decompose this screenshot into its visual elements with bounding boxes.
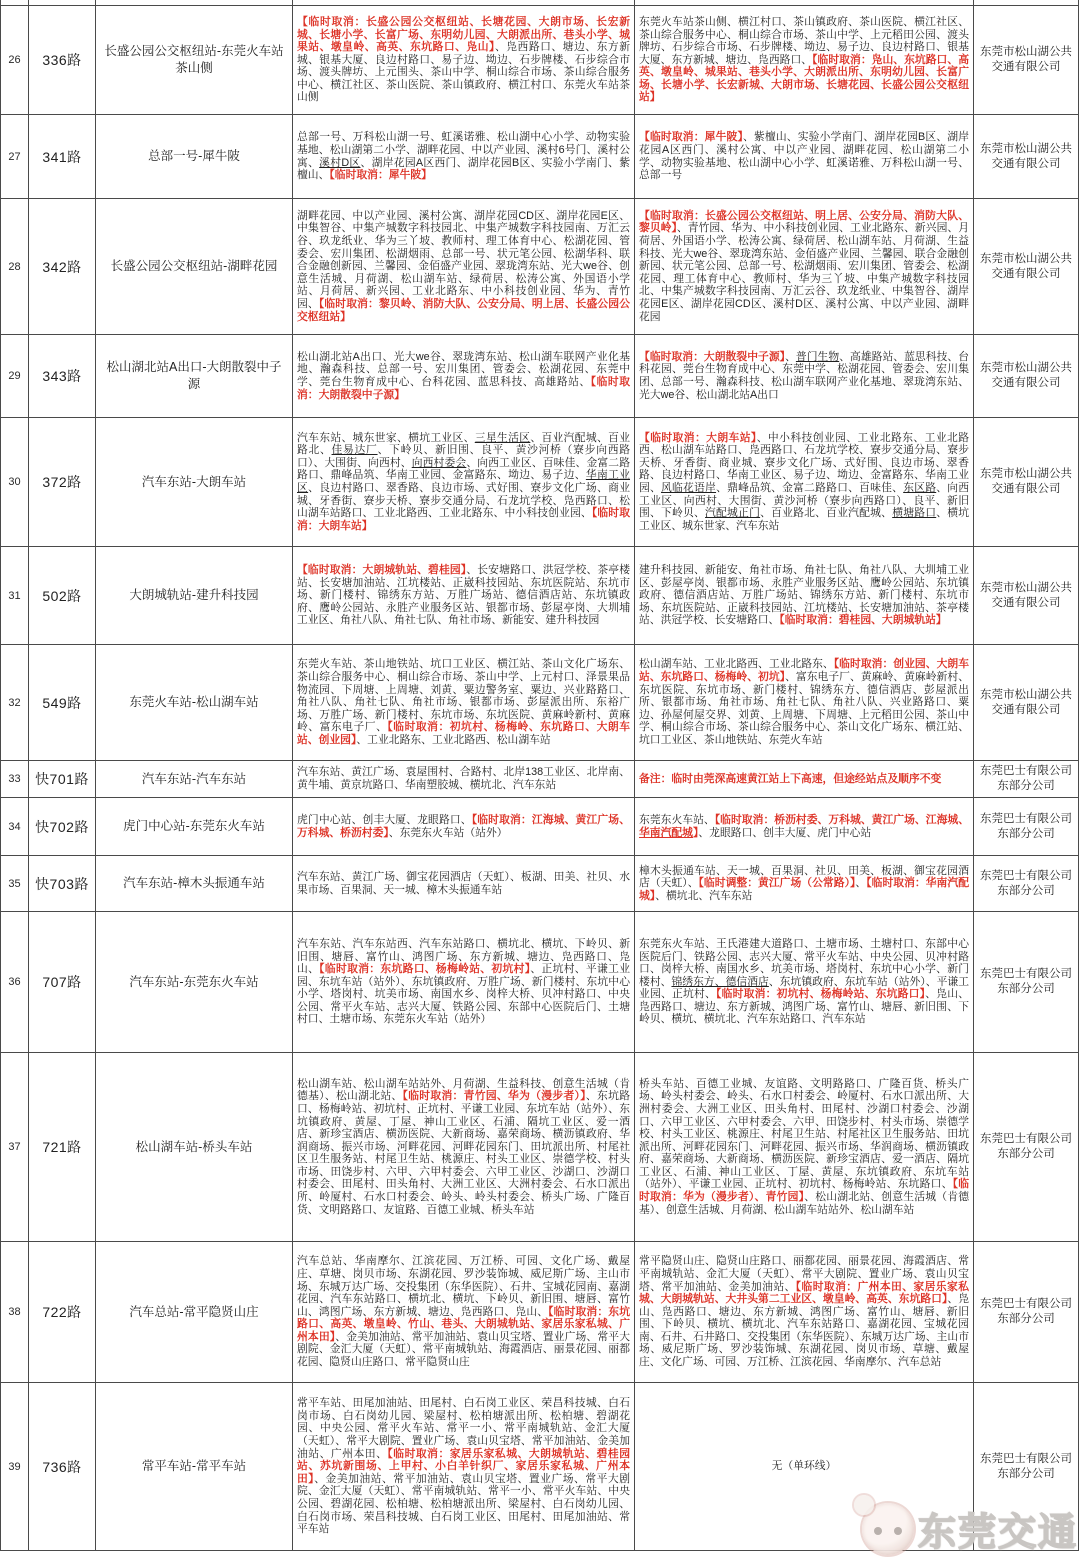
stop-list-segment: 、鼎峰品筑、金富二路路口、百味佳、 <box>716 482 904 494</box>
stop-list-segment: 汽车东站、黄江广场、御宝花园酒店（天虹）、板湖、田美、社贝、水果市场、百果洞、天一城、樟木头振通车站 <box>297 870 630 896</box>
route-stops-outbound <box>293 6 635 114</box>
stop-list-segment: 、青竹园、华为、中小科技创业园、工业北路东、新兴园、月荷居、外国语小学、松涛公寓、绿荷居、松山湖车站、月荷湖、生益科技、光大we谷、翠珑湾东站、金佰盛产业园、兰馨园、联合金融创新园、状元笔公园、总部一号、松湖烟雨、宏川集团、管委会、松湖花园、理工体育中心、教师村、华为三丫坡、中集产城数字科技园北、中集产城数字科技园南、万汇云谷、玖龙纸业、中集智谷、湖岸花园E区、湖岸花园CD区、溪村D区、溪村公寓、中以产业园、湖畔花园 <box>639 222 969 323</box>
row-index: 38 <box>1 1242 29 1382</box>
stop-list-segment: 、凫西路口、塘边、东方新城、银基大厦、良边村路口、易子边、坳边、石步牌楼、石步综合市场、渡头牌坊、上元围头、茶山中学、桐山综合市场、茶山综合服务中心、横江社区、茶山医院、茶山镇政府、横江村口、东莞火车站茶山侧 <box>297 41 630 104</box>
stop-list-segment: 松山湖北站A出口、光大we谷、翠珑湾东站、松山湖车联网产业化基地、瀚森科技、总部一号、宏川集团、管委会、松湖花园、东莞中学、莞台生物育成中心、台科花园、蓝思科技、高雄路站、 <box>297 350 630 388</box>
stop-list-segment: 湖畔花园、中以产业园、溪村公寓、湖岸花园CD区、湖岸花园E区、中集智谷、中集产城数字科技园北、中集产城数字科技园南、万汇云谷、玖龙纸业、华为三丫坡、教师村、理工体育中心、松湖花园、管委会、宏川集团、松湖烟雨、总部一号、状元笔公园、松湖华科、联合金融创新园、兰馨园、金佰盛产业园、翠珑湾东站、光大we谷、创意生活城、月荷湖、松山湖车站、绿荷居、松涛公寓、外国语小学站、月荷居、新兴园、工业北路东、中小科技创业园、华为、青竹园、 <box>297 209 630 310</box>
operating-company: 东莞市松山湖公共交通有限公司 <box>974 6 1079 114</box>
stops-text <box>297 938 630 1026</box>
operating-company: 东莞巴士有限公司东部分公司 <box>974 1383 1079 1550</box>
stop-list-segment: 、东坑路口、杨梅岭站、初坑村、正坑村、平谦工业园、东坑车站（站外）、东坑镇政府、黄屋、丁屋、神山工业区、石浦、隔坑工业区、爱一酒店、新珍宝酒店、横沥医院、大新商场、嘉荣商场、横沥镇政府、华润商场、振兴市场、河畔花园、河畔花园东门、田坑派出所、村尾社区卫生服务站、村尾卫生站、桃源庄、村头工业区、崇德学校、村头市场、田饶步村、六甲、六甲村委会、六甲工业区、沙湖口、沙湖口村委会、田尾村、田头角村、大洲工业区、大洲村委会、石水口派出所、岭厦村、石水口村委会、岭头、岭头村委会、桥头广场、广隆百货、文明路路口、友谊路、百德工业城、桥头车站 <box>297 1090 630 1216</box>
route-name: 松山湖北站A出口-大朗散裂中子源 <box>96 335 293 417</box>
stop-list-segment: 、紫檀山、实验小学南门、湖岸花园B区、湖岸花园A区西门、溪村公寓、中以产业园、湖畔花园、松山湖第二小学、动物实验基地、松山湖中心小学、虹溪诺雅、万科松山湖一号、总部一号 <box>639 131 969 182</box>
route-stops-outbound <box>293 335 635 417</box>
route-stops-return <box>635 418 974 546</box>
route-number: 快702路 <box>29 798 96 855</box>
row-index: 28 <box>1 199 29 334</box>
route-name: 汽车东站-东莞东火车站 <box>96 912 293 1052</box>
stops-text <box>297 432 630 533</box>
temporarily-cancelled-note: 【临时调整：黄江广场（公常路）】 <box>698 877 856 890</box>
route-number: 721路 <box>29 1053 96 1241</box>
stop-list-segment: 、工业北路东、工业北路西、松山湖车站 <box>356 733 551 746</box>
table-row <box>0 798 1079 856</box>
route-number: 343路 <box>29 335 96 417</box>
row-index: 37 <box>1 1053 29 1241</box>
stop-list-segment: 、 <box>855 877 867 890</box>
table-row <box>0 199 1079 335</box>
route-stops-outbound <box>293 1053 635 1241</box>
temporarily-cancelled-note: 【临时取消：广州本田、家居乐家私城、大朗城轨站、大井头第二工业区、墩皇岭、高英、东坑路口】 <box>639 1280 969 1306</box>
stop-list-segment: 东莞东火车站、 <box>639 813 715 826</box>
route-stops-return <box>635 798 974 855</box>
route-stops-outbound <box>293 115 635 198</box>
temporarily-cancelled-note: 【临时取消：初坑村、杨梅岭、东坑路口、大朗车站、创业园】 <box>297 721 630 746</box>
mascot-circle-icon <box>862 1503 914 1555</box>
row-index: 35 <box>1 856 29 911</box>
route-stops-outbound <box>293 645 635 760</box>
temporarily-cancelled-note: 【临时取消：黎贝岭、消防大队、公安分局、明上居、长盛公园公交枢纽站】 <box>297 297 630 323</box>
stop-list-segment: 东莞火车站、茶山地铁站、坑口工业区、横江站、茶山文化广场东、茶山综合服务中心、桐山综合市场、茶山中学、上元村口、泽景果品物流园、下周塘、上周塘、刘黄、粟边警务室、粟边、兴业路路口、角社八队、角社七队、角社市场、银都市场、彭屋派出所、东裕广场、万胜广场、新门楼村、东坑市场、东坑医院、黄麻岭新村、黄麻岭、富东电子厂、 <box>297 658 630 734</box>
table-row <box>0 6 1079 115</box>
route-name: 东莞火车站-松山湖车站 <box>96 645 293 760</box>
temporarily-cancelled-note: 【临时取消：东坑路口、杨梅岭站、初坑村】 <box>319 963 531 976</box>
stops-text <box>639 865 969 903</box>
stops-text <box>639 1460 969 1473</box>
stops-text <box>297 351 630 401</box>
stop-list-segment: 总部一号、万科松山湖一号、虹溪诺雅、松山湖中心小学、动物实验基地、松山湖第二小学、湖畔花园、中以产业园、溪村6号门、溪村公寓、 <box>297 131 630 169</box>
stop-list-segment: 东莞火车站茶山侧、横江村口、茶山镇政府、茶山医院、横江社区、茶山综合服务中心、桐山综合市场、茶山中学、上元稻田公园、渡头牌坊、石步综合市场、石步牌楼、坳边、易子边、良边村路口、银基大厦、东方新城、塘边、凫西路口、 <box>639 15 969 66</box>
stops-text <box>639 773 969 786</box>
stop-list-segment: 横塘路口 <box>892 507 937 520</box>
stop-list-segment: 、 <box>785 350 796 363</box>
route-stops-outbound <box>293 418 635 546</box>
temporarily-cancelled-note: 【临时取消：碧桂园、大朗城轨站】 <box>779 614 947 627</box>
temporarily-cancelled-note: 【临时取消：大朗车站】 <box>297 507 630 532</box>
route-name: 总部一号-犀牛陂 <box>96 115 293 198</box>
temporarily-cancelled-note: 华南汽配城 <box>639 826 693 839</box>
route-name: 虎门中心站-东莞东火车站 <box>96 798 293 855</box>
temporarily-cancelled-note: 【临时取消：长盛公园公交枢纽站、长塘花园、大朗市场、长宏新城、长塘小学、长富广场、东明幼儿园、大朗派出所、巷头小学、城果站、墩皇岭、高英、东坑路口、凫山】 <box>297 15 630 54</box>
table-row <box>0 645 1079 761</box>
route-name: 长盛公园公交枢纽站-湖畔花园 <box>96 199 293 334</box>
operating-company: 东莞巴士有限公司东部分公司 <box>974 798 1079 855</box>
temporarily-cancelled-note: 【临时取消：凫山、东坑路口、高英、墩皇岭、城果站、巷头小学、大朗派出所、东明幼儿园、长富广场、长塘小学、长宏新城、大朗市场、长塘花园、长盛公园公交枢纽站】 <box>639 53 969 104</box>
route-number: 342路 <box>29 199 96 334</box>
route-number: 736路 <box>29 1383 96 1550</box>
route-stops-return <box>635 1053 974 1241</box>
route-name: 常平车站-常平车站 <box>96 1383 293 1550</box>
stops-text <box>297 814 630 839</box>
stop-list-segment: 、百业路北、百业汽配城、 <box>760 507 893 520</box>
stops-text <box>297 871 630 896</box>
stop-list-segment: 松山湖车站、松山湖车站站外、月荷湖、生益科技、创意生活城（肯德基）、松山湖北站、 <box>297 1077 630 1103</box>
stop-list-segment: 、龙眼路口、创丰大厦、虎门中心站 <box>698 826 872 839</box>
route-number: 502路 <box>29 547 96 644</box>
route-stops-return <box>635 335 974 417</box>
stop-list-segment: 、下岭贝、新旧围、良平、黄沙河桥（寮步向西路口）、大围街、向西村、 <box>297 444 631 469</box>
stop-list-segment: 汽车东站、城东世家、横坑工业区、 <box>297 431 475 444</box>
route-stops-outbound <box>293 547 635 644</box>
row-index: 29 <box>1 335 29 417</box>
route-name: 松山湖车站-桥头车站 <box>96 1053 293 1241</box>
route-stops-return <box>635 199 974 334</box>
route-stops-return <box>635 1242 974 1382</box>
stop-list-segment: 桥头车站、百德工业城、友谊路、文明路路口、广隆百货、桥头广场、岭头村委会、岭头、石水口村委会、岭厦村、石水口派出所、大洲村委会、大洲工业区、田头角村、田尾村、沙湖口村委会、沙湖口、六甲工业区、六甲村委会、六甲、田饶步村、村头市场、崇德学校、村头工业区、桃源庄、村尾卫生站、村尾社区卫生服务站、田坑派出所、河畔花园东门、河畔花园、振兴市场、华润商场、横沥镇政府、嘉荣商场、大新商场、横沥医院、新珍宝酒店、爱一酒店、隔坑工业区、石浦、神山工业区、丁屋、黄屋、东坑镇政府、东坑车站（站外）、平谦工业园、正坑村、初坑村、杨梅岭站、东坑路口、 <box>639 1077 969 1191</box>
stop-list-segment: 汽车东站、汽车东站西、汽车东站路口、横坑北、横坑、下岭贝、新旧围、塘唇、富竹山、鸿图广场、东方新城、塘边、凫西路口、凫山、 <box>297 937 630 976</box>
stop-list-segment: 、富东电子厂、黄麻岭、黄麻岭新村、东坑医院、东坑市场、新门楼村、锦绣东方、德信酒店、彭屋派出所、银都市场、角社市场、角社七队、角社八队、兴业路路口、粟边、孙屋何屋交界、刘黄、上周塘、下周塘、上元稻田公园、茶山中学、桐山综合市场、茶山综合服务中心、茶山文化广场东、横江站、坑口工业区、茶山地铁站、东莞火车站 <box>639 671 969 746</box>
stop-list-segment: 、正坑村、平谦工业园、东坑车站（站外）、东坑镇政府、万胜广场、新门楼村、东坑中心小学、塔岗村、坑美市场、南国水乡、岗梓大桥、贝冲村路口、中央公园、常平火车站、志兴大厦、铁路公园、东部中心医院后门、土塘村口、土塘市场、东莞东火车站（站外） <box>297 963 631 1026</box>
stop-list-segment: 、长安塘路口、洪冠学校、茶亭楼站、长安塘加油站、江坑楼站、正崴科技园站、东坑医院站、东坑市场、新门楼村、锦绣东方站、万胜广场站、德信酒店站、东坑镇政府、鹰岭公园站、永胜产业服务区站、银都市场、彭屋亭岗、大圳埔工业区、角社八队、角社七队、角社市场、新能安、建升科技园 <box>297 564 631 627</box>
stops-text <box>639 131 969 181</box>
route-stops-return <box>635 6 974 114</box>
operating-company: 东莞巴士有限公司东部分公司 <box>974 1242 1079 1382</box>
stop-list-segment: 、金美加油站、常平加油站、袁山贝宝塔、置业广场、常平大剧院、金汇大厦（天虹）、常平南城轨站、海霞酒店、丽景花园、丽都花园、隐贤山庄路口、常平隐贤山庄 <box>297 1330 630 1369</box>
route-stops-outbound <box>293 798 635 855</box>
stop-list-segment: 汽车东站、黄江广场、袁屋围村、合路村、北岸138工业区、北岸南、黄牛埔、黄京坑路口、华南塑胶城、横坑北、汽车东站 <box>297 766 630 791</box>
route-stops-return <box>635 115 974 198</box>
operating-company: 东莞市松山湖公共交通有限公司 <box>974 418 1079 546</box>
stop-list-segment: 、向西工业区、向西村、大围街、黄沙河桥（寮步向西路口）、良平、新旧围、下岭贝、 <box>639 482 970 520</box>
route-stops-outbound <box>293 761 635 797</box>
table-row <box>0 912 1079 1053</box>
stop-list-segment: 、中小科技创业园、工业北路东、工业北路西、松山湖车站路口、凫西路口、石龙坑学校、寮步交通分局、寮步天桥、牙香街、商业城、寮步文化广场、式好围、良边市场、翠香路、良边村路口、华南工业区、易子边、坳边、金富路东、华南工业园、 <box>639 431 970 494</box>
stops-text <box>297 1397 630 1536</box>
route-number: 707路 <box>29 912 96 1052</box>
bubble-icon <box>854 1495 874 1515</box>
stop-list-segment: 无（单环线） <box>771 1460 837 1473</box>
table-row <box>0 418 1079 547</box>
stops-text <box>297 1078 630 1217</box>
row-index: 27 <box>1 115 29 198</box>
stop-list-segment: 、东坑镇政府、东坑车站（站外）、平谦工业园、正坑村、 <box>639 975 970 1001</box>
route-number: 549路 <box>29 645 96 760</box>
temporarily-cancelled-note: 【临时取消：大朗散裂中子源】 <box>639 350 786 363</box>
table-row <box>0 856 1079 912</box>
stop-list-segment: 常平车站、田尾加油站、田尾村、白石岗工业区、荣昌科技城、白石岗市场、白石岗幼儿园、梁屋村、松柏塘派出所、松柏塘、碧湖花园、中央公园、常平火车站、常平一小、常平南城轨站、金汇大厦（天虹）、常平大剧院、置业广场、袁山贝宝塔、常平加油站、金美加油站、广州本田、 <box>297 1397 630 1460</box>
stops-text <box>639 658 969 746</box>
stop-list-segment: 风临花语岸 <box>661 482 717 494</box>
route-name: 汽车东站-大朗车站 <box>96 418 293 546</box>
operating-company: 东莞巴士有限公司东部分公司 <box>974 856 1079 911</box>
stops-text <box>297 131 630 181</box>
table-row <box>0 1053 1079 1242</box>
stops-text <box>639 1255 969 1368</box>
stops-text <box>639 210 969 323</box>
route-number: 372路 <box>29 418 96 546</box>
stop-list-segment: 溪村D区 <box>319 156 361 169</box>
stops-text <box>297 210 630 323</box>
stop-list-segment: 、横坑北、汽车东站 <box>655 889 753 902</box>
route-number: 快703路 <box>29 856 96 911</box>
row-index: 36 <box>1 912 29 1052</box>
dongguan-jiaotong-watermark <box>862 1501 1078 1556</box>
table-row <box>0 1242 1079 1383</box>
row-index: 39 <box>1 1383 29 1550</box>
stop-list-segment: 、向西工业区、百味佳、金富二路路口、鼎峰品筑、华南工业园、金富路东、坳边、易子边、 <box>297 456 631 482</box>
stop-list-segment: 华南工业区 <box>297 469 631 494</box>
stop-list-segment: 锦绣东方、德信酒店 <box>671 975 769 988</box>
stop-list-segment: 松山湖车站、工业北路西、工业北路东、 <box>639 658 834 671</box>
temporarily-cancelled-note: 【临时取消：东坑路口、高英、墩皇岭、竹山、巷头、大朗城轨站、家居乐家私城、广州本田】 <box>297 1305 630 1343</box>
route-name: 汽车东站-汽车东站 <box>96 761 293 797</box>
route-stops-outbound <box>293 199 635 334</box>
stop-list-segment: 、高雄路站、蓝思科技、台科花园、莞台生物育成中心、东莞中学、松湖花园、管委会、宏川集团、总部一号、瀚森科技、松山湖车联网产业化基地、翠珑湾东站、光大we谷、松山湖北站A出口 <box>639 350 970 401</box>
temporarily-cancelled-note: 【临时取消：初坑村、杨梅岭站、东坑路口】 <box>716 988 926 1001</box>
route-number: 722路 <box>29 1242 96 1382</box>
route-stops-outbound <box>293 1383 635 1550</box>
route-number: 341路 <box>29 115 96 198</box>
row-index: 26 <box>1 6 29 114</box>
operating-company: 东莞市松山湖公共交通有限公司 <box>974 645 1079 760</box>
table-row <box>0 335 1079 418</box>
watermark-text: 东莞交通 <box>917 1512 1078 1554</box>
stop-list-segment: 、东莞东火车站（站外） <box>388 826 508 839</box>
operating-company: 东莞巴士有限公司东部分公司 <box>974 761 1079 797</box>
temporarily-cancelled-note: 【临时取消：青竹园、华为（漫步者）】 <box>402 1090 586 1103</box>
row-index: 32 <box>1 645 29 760</box>
stop-list-segment: 、凫山、凫西路口、塘边、东方新城、鸿图广场、富竹山、塘唇、新旧围、下岭贝、横坑、横坑北、汽车东站路口、汽车东站 <box>639 988 969 1026</box>
route-stops-outbound <box>293 1242 635 1382</box>
temporarily-cancelled-note: 【临时取消：长盛公园公交枢纽站、明上居、公安分局、消防大队、黎贝岭】 <box>639 209 969 235</box>
bus-routes-table <box>0 5 1079 1551</box>
temporarily-cancelled-note: 【临时取消：华南汽配城】 <box>639 877 969 902</box>
route-stops-outbound <box>293 912 635 1052</box>
operating-company: 东莞市松山湖公共交通有限公司 <box>974 335 1079 417</box>
stop-list-segment: 、良边村路口、翠香路、良边市场、式好围、寮步文化广场、商业城、牙香街、寮步天桥、寮步交通分局、石龙坑学校、凫西路口、松山湖车站路口、工业北路西、工业北路东、中小科技创业园、 <box>297 482 631 520</box>
operating-company: 东莞巴士有限公司东部分公司 <box>974 1053 1079 1241</box>
temporarily-cancelled-note: 【临时取消：犀牛陂】 <box>329 169 432 182</box>
table-row <box>0 115 1079 199</box>
stop-list-segment: 向西村委会 <box>411 456 467 469</box>
temporarily-cancelled-note: 【临时取消：大朗散裂中子源】 <box>297 376 630 401</box>
row-index: 34 <box>1 798 29 855</box>
route-stops-return <box>635 761 974 797</box>
stop-list-segment: 东莞东火车站、王氏港建大道路口、土塘市场、土塘村口、东部中心医院后门、铁路公园、志兴大厦、常平火车站、中央公园、贝冲村路口、岗梓大桥、南国水乡、坑美市场、塔岗村、东坑中心小学、新门楼村、 <box>639 937 969 988</box>
stop-list-segment: 、百业汽配城、百业路北、 <box>297 431 631 457</box>
stops-text <box>297 658 630 746</box>
stop-list-segment: 佳易达厂 <box>331 444 378 457</box>
stop-list-segment: 汽配城正门 <box>705 507 761 520</box>
operating-company: 东莞市松山湖公共交通有限公司 <box>974 115 1079 198</box>
stops-text <box>297 16 630 104</box>
stop-list-segment: 樟木头振通车站、天一城、百果洞、社贝、田美、板湖、御宝花园酒店（天虹）、 <box>639 864 969 890</box>
table-row <box>0 761 1079 798</box>
operating-company: 东莞市松山湖公共交通有限公司 <box>974 547 1079 644</box>
temporarily-cancelled-note: 【临时取消：犀牛陂】 <box>639 131 743 144</box>
stop-list-segment: 、横坑工业区、城东世家、汽车东站 <box>639 507 970 532</box>
stops-text <box>297 1255 630 1368</box>
row-index: 30 <box>1 418 29 546</box>
route-stops-return <box>635 645 974 760</box>
route-stops-outbound <box>293 856 635 911</box>
operating-company: 东莞市松山湖公共交通有限公司 <box>974 199 1079 334</box>
operating-company: 东莞巴士有限公司东部分公司 <box>974 912 1079 1052</box>
stops-text <box>639 1078 969 1217</box>
route-stops-return <box>635 912 974 1052</box>
row-index: 33 <box>1 761 29 797</box>
row-index: 31 <box>1 547 29 644</box>
stop-list-segment: 建升科技园、新能安、角社市场、角社七队、角社八队、大圳埔工业区、彭屋亭岗、银都市场、永胜产业服务区站、鹰岭公园站、东坑镇政府、德信酒店站、万胜广场站、锦绣东方站、新门楼村、东坑市场、东坑医院站、正崴科技园站、江坑楼站、长安塘加油站、茶亭楼站、洪冠学校、长安塘路口、 <box>639 564 969 627</box>
stop-list-segment: 、湖岸花园A区西门、湖岸花园B区、实验小学南门、紫檀山、 <box>297 156 631 182</box>
stops-text <box>639 564 969 627</box>
temporarily-cancelled-note: 【临时取消：江海城、黄江广场、万科城、桥沥村委】 <box>297 813 630 839</box>
stop-list-segment: 汽车总站、华南摩尔、江滨花园、万江桥、可园、文化广场、戴屋庄、草塘、岗贝市场、东湖花园、罗沙装饰城、威尼斯广场、主山市场、东城万达广场、交投集团（东华医院）、石井、宝城花园南、嘉湖花园、汽车东站路口、横坑北、横坑、下岭贝、新旧围、塘唇、富竹山、鸿图广场、东方新城、塘边、凫西路口、凫山、 <box>297 1255 630 1318</box>
temporarily-cancelled-note: 【临时取消：桥沥村委、万科城、黄江广场、江海城、 <box>714 813 969 826</box>
route-stops-return <box>635 856 974 911</box>
stops-text <box>639 16 969 104</box>
stop-list-segment: 、凫山、凫西路口、塘边、东方新城、鸿图广场、富竹山、塘唇、新旧围、下岭贝、横坑、横坑北、汽车东站路口、嘉湖花园、宝城花园南、石井、石井路口、交投集团（东华医院）、东城万达广场、主山市场、威尼斯广场、罗沙装饰城、东湖花园、岗贝市场、草塘、戴屋庄、文化广场、可园、万江桥、江滨花园、华南摩尔、汽车总站 <box>639 1293 969 1369</box>
stop-list-segment: 普门生物 <box>795 350 840 363</box>
stop-list-segment: 三星生活区 <box>474 431 531 444</box>
temporarily-cancelled-note: 【临时取消：大朗城轨站、碧桂园】 <box>297 564 467 577</box>
route-name: 长盛公园公交枢纽站-东莞火车站茶山侧 <box>96 6 293 114</box>
route-stops-return <box>635 547 974 644</box>
route-name: 大朗城轨站-建升科技园 <box>96 547 293 644</box>
stops-text <box>639 814 969 839</box>
stop-list-segment: 东区路 <box>903 482 937 494</box>
route-name: 汽车东站-樟木头振通车站 <box>96 856 293 911</box>
temporarily-cancelled-note: 【临时取消：大朗车站】 <box>639 431 757 444</box>
stop-list-segment: 虎门中心站、创丰大厦、龙眼路口、 <box>297 813 472 826</box>
temporarily-cancelled-note: 【临时取消：创业园、大朗车站、东坑路口、杨梅岭、初坑】 <box>639 658 969 684</box>
temporarily-cancelled-note: 【临时取消：家居乐家私城、大朗城轨站、碧桂园站、苏坑新围场、上甲村、小白羊针织厂、家居乐家私城、广州本田】 <box>297 1447 630 1485</box>
stops-text <box>639 938 969 1026</box>
stop-list-segment: 常平隐贤山庄、隐贤山庄路口、丽都花园、丽景花园、海霞酒店、常平南城轨站、金汇大厦（天虹）、常平大剧院、置业广场、袁山贝宝塔、常平加油站、金美加油站、 <box>639 1255 969 1293</box>
stop-list-segment: 、松山湖北站、创意生活城（肯德基）、创意生活城、月荷湖、松山湖车站站外、松山湖车站 <box>639 1191 969 1216</box>
temporarily-cancelled-note: 【临时取消：华为（漫步者）、青竹园】 <box>639 1178 969 1204</box>
route-number: 快701路 <box>29 761 96 797</box>
temporarily-cancelled-note: 】 <box>692 826 699 839</box>
temporarily-cancelled-note: 备注：临时由莞深高速黄江站上下高速，但途经站点及顺序不变 <box>639 772 942 785</box>
stops-text <box>297 564 630 627</box>
stops-text <box>297 766 630 791</box>
stops-text <box>639 432 969 533</box>
table-row <box>0 547 1079 645</box>
route-name: 汽车总站-常平隐贤山庄 <box>96 1242 293 1382</box>
stop-list-segment: 、金美加油站、常平加油站、袁山贝宝塔、置业广场、常平大剧院、金汇大厦（天虹）、常平南城轨站、常平一小、常平火车站、中央公园、碧湖花园、松柏塘、松柏塘派出所、梁屋村、白石岗幼儿园、白石岗市场、荣昌科技城、白石岗工业区、田尾村、田尾加油站、常平车站 <box>297 1472 630 1536</box>
route-number: 336路 <box>29 6 96 114</box>
stops-text <box>639 351 969 401</box>
